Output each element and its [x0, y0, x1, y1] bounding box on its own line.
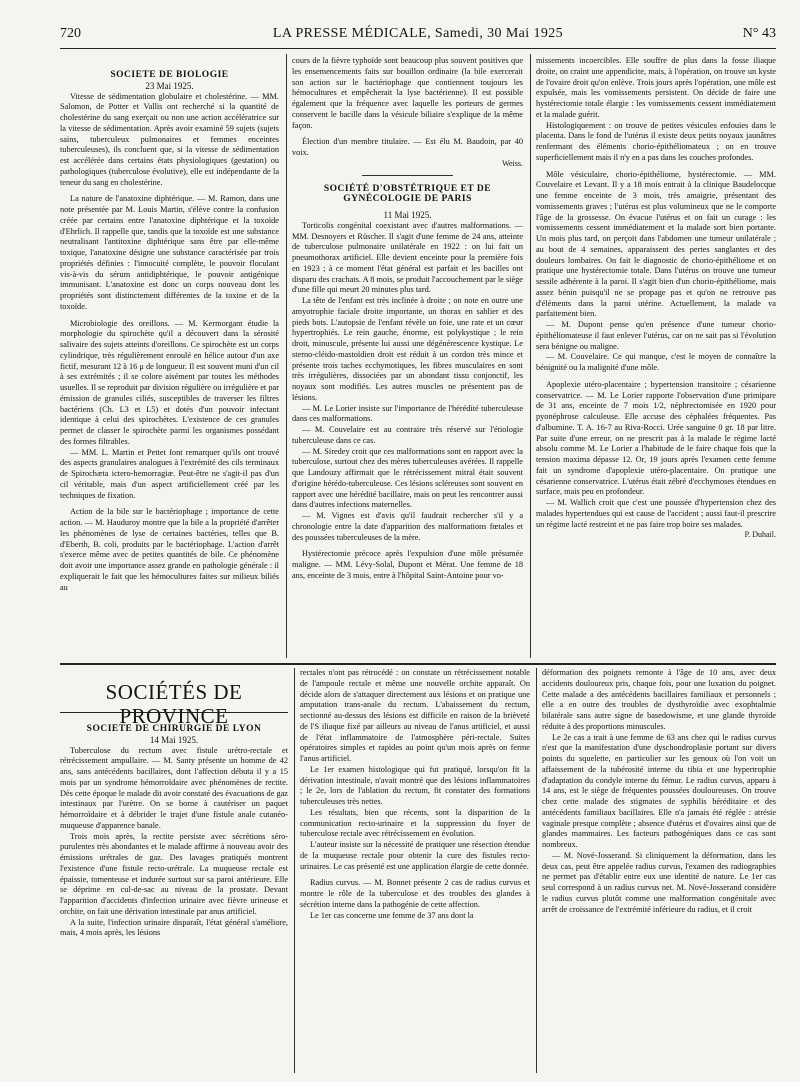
section-rule	[60, 663, 776, 665]
author-signature: Weiss.	[502, 158, 523, 168]
section-title: SOCIÉTÉ D'OBSTÉTRIQUE ET DE GYNÉCOLOGIE DE PARIS	[323, 183, 492, 205]
page-header	[60, 26, 776, 44]
paragraph: Torticolis congénital coexistant avec d'autres malformations. — MM. Desnoyers et Rüscher. Il s'agit d'une femme de 24 ans, atteinte de tuberculose pulmonaire unilatérale en 1922 : on lui fait un pneumothorax artificiel. Elle devient enceinte pour la première fois en 1923 ; à ce moment l'état général est parfait et les bacilles ont disparu des crachats. A 8 mois, se produit l'accouchement par le siège d'une fille qui meurt 20 minutes plus tard.	[292, 220, 523, 295]
section-title: SOCIÉTÉ DE CHIRURGIE DE LYON	[86, 724, 262, 734]
paragraph: Action de la bile sur le bactériophage ; importance de cette action. — M. Hauduroy montre que la bile a la propriété d'arrêter les phénomènes de lyse de certaines bactéries, telles que B. d'Eberth, B. coli, produits par le bactériophage. L'action d'arrêt s'exerce même avec de petites quantités de bile. Ce phénomène doit avoir une importance assez grande en pathologie générale : il expliquerait le fait que les hémocultures faites sur milieux biliés au	[60, 507, 279, 592]
paragraph: — M. Couvelaire est au contraire très réservé sur l'étiologie tuberculeuse dans ce cas.	[292, 425, 523, 445]
paragraph: — M. Couvelaire. Ce qui manque, c'est le moyen de connaître la bénignité ou la malignité d'une môle.	[536, 352, 776, 372]
paragraph: La tête de l'enfant est très inclinée à droite ; on note en outre une amyotrophie faciale droite importante, un thorax en sablier et des pieds bots. L'autopsie de l'enfant révèle un foie, une rate et un cœur hypertrophiés. Le rein gauche, énorme, est polykystique ; le rein droit, minuscule, présente lui aussi une dégénérescence kystique. Le sterno-cléido-mastoïdien droit est réduit à un cordon très mince et présente trois taches ecchymotiques, les fibres musculaires en sont très irrégulières, dissociées par un abondant tissu conjonctif, les noyaux sont modifiés. Les autres muscles ne présentent pas de lésions.	[292, 296, 523, 402]
column-divider	[536, 668, 537, 1073]
column-divider	[530, 54, 531, 658]
section-title: SOCIÉTÉ DE BIOLOGIE	[110, 70, 229, 80]
issue-number: N° 43	[742, 26, 776, 41]
article-column-4	[60, 724, 288, 1074]
paragraph: — M. Wallich croit que c'est une poussée d'hypertension chez des malades hypertendues qui est cause de l'accident ; aussi faut-il prescrire un régime lacté restreint et ne pas faire trop boire ses malades.	[536, 498, 776, 529]
column-divider	[294, 668, 295, 1073]
paragraph: Le 1er cas concerne une femme de 37 ans dont la	[310, 910, 474, 920]
article-column-1	[60, 70, 279, 658]
paragraph: Trois mois après, la rectite persiste avec sécrétions séro-purulentes très abondantes et le malade affirme à nouveau avoir des émissions urétrales de gaz. Des lavages pratiqués montrent l'existence d'une fistule recto-urétrale. La muqueuse rectale est épaissie, tomenteuse et indurée surtout sur sa paroi antérieure. Elle se déprime en cul-de-sac au niveau de la prostate. Devant l'apparition d'accidents d'infection urinaire avec fièvre urineuse et orchite, on fait une dérivation intestinale par anus artificiel.	[60, 831, 288, 916]
paragraph: Môle vésiculaire, chorio-épithéliome, hystérectomie. — MM. Couvelaire et Levant. Il y a 18 mois entrait à la clinique Baudelocque une femme enceinte de 3 mois, très amaigrie, présentant des vomissements graves ; l'utérus est plus volumineux que ne le comporte l'âge de la grossesse. On évacue l'utérus et on fait un curage : les vomissements cessent immédiatement et la malade sort bien portante. Un mois plus tard, on perçoit dans l'abdomen une tumeur unilatérale ; au bout de 4 semaines, apparaissent des pertes sanglantes et des douleurs lombaires. On fait le diagnostic de chorio-épithéliome et on pratique une hystérectomie totale. Dans l'utérus on trouve une tumeur sessile adhérente à la paroi. Il s'agit bien d'un chorio-épithéliome, mais assez bénin puisqu'il ne se propage pas et qu'on ne retrouve pas d'éléments dans la paroi utérine. Actuellement, la malade va parfaitement bien.	[536, 169, 776, 319]
paragraph: — M. Siredey croit que ces malformations sont en rapport avec la tuberculose, surtout chez des mères tuberculeuses avérées. Il rappelle que Landouzy affirmait que le rétrécissement mitral était souvent d'origine hérédo-tuberculeuse. Ces lésions scléreuses sont souvent en rapport avec une hérédité bacillaire, mais on peut les rencontrer aussi dans d'autres infections maternelles.	[292, 446, 523, 510]
session-date: 23 Mai 1925.	[145, 80, 194, 91]
paragraph: Apoplexie utéro-placentaire ; hypertension transitoire ; césarienne conservatrice. — M. Le Lorier rapporte l'observation d'une primipare de 31 ans, enceinte de 7 mois 1/2, néphrectomisée en 1920 pour pyonéphrose calculeuse. Elle accuse des céphalées fréquentes. Pas d'albumine. T. A. 16-7 au Riva-Rocci. Urée sanguine 0 gr. 18 par litre. Par suite d'une erreur, on ne prescrit pas à la malade le régime lacté absolu comme M. Le Lorier a l'habitude de le faire chaque fois que la tension maxima dépasse 12. Or, 19 jours après l'examen cette femme fait un syndrome d'apoplexie utéro-placentaire. On pratique une césarienne conservatrice. L'utérus était zébré d'ecchymoses étendues en surface, mais peu en profondeur.	[536, 379, 776, 497]
paragraph: déformation des poignets remonte à l'âge de 10 ans, avec deux accidents douloureux pris, chaque fois, pour une luxation du poignet. Cette malade a des antécédents bacillaires familiaux et personnels ; elle a en outre des troubles de dysthyroïdie avec exophtalmie bilatérale sans autre signe de basedowisme, et une glande thyroïde réduite à des proportions minuscules.	[542, 668, 776, 731]
paragraph: — M. Vignes est d'avis qu'il faudrait rechercher s'il y a chronologie entre la date d'apparition des malformations fœtales et des poussées tuberculeuses de la mère.	[292, 511, 523, 542]
article-column-5	[300, 668, 530, 1074]
section-heading: SOCIÉTÉS DE PROVINCE	[105, 680, 243, 728]
paragraph: A la suite, l'infection urinaire disparaît, l'état général s'améliore, mais, 4 mois après, les lésions	[60, 917, 288, 938]
paragraph: — M. Dupont pense qu'en présence d'une tumeur chorio-épithéliomateuse il faut enlever l'utérus, car on ne sait pas si l'évolution sera bénigne ou maligne.	[536, 320, 776, 351]
article-column-3	[536, 56, 776, 658]
session-date: 14 Mai 1925.	[149, 734, 199, 745]
paragraph: Microbiologie des oreillons. — M. Kermorgant étudie la morphologie du spirochète qu'il a découvert dans la sérosité salivaire des sujets atteints d'oreillons. Ce spirochète est un corps cylindrique, très régulièrement enroulé en hélice autour d'un axe fictif, mesurant 12 à 16 μ de longueur. Il est souvent muni d'un cil à ses extrémités ; il se colore aisément par toutes les méthodes usuelles. Il se reproduit par division régulière ou irrégulière et par émission de granules ciliés, susceptibles de traverser les filtres bactériens (Ch. L3 et L5) et dotés d'un pouvoir infectant identique à celui des spirochètes. L'existence de ces granules permet de classer le spirochète parmi les organismes possédant des formes filtrables.	[60, 318, 279, 446]
article-column-6	[542, 668, 776, 1074]
paragraph: Radius curvus. — M. Bonnet présente 2 cas de radius curvus et montre le rôle de la tuberculose et des troubles des glandes à sécrétion interne dans la pathogénie de cette affection.	[300, 878, 530, 909]
paragraph: — M. Nové-Josserand. Si cliniquement la déformation, dans les deux cas, peut être appelée radius curvus, l'examen des radiographies ne permet pas d'établir entre eux une identité de nature. Le 1er cas seul correspond à un radius curvus net. M. Nové-Josserand considère le radius curvus plutôt comme une malformation congénitale avec arrêt de croissance de l'extrémité inférieure du radius, et il croit	[542, 850, 776, 914]
paragraph: Tuberculose du rectum avec fistule urétro-rectale et rétrécissement ampullaire. — M. Santy présente un homme de 42 ans, sans antécédents bacillaires, dont l'affection débuta il y a 15 mois par un syndrome hémorroïdaire avec phénomènes de rectite. Dès cette époque le malade dit avoir constaté des évacuations de gaz intestinaux par l'urètre. On se borne à cautériser un paquet hémorroïdaire et à débrider le trajet d'une fistule anale cutanéo-muqueuse d'apparence banale.	[60, 745, 288, 830]
paragraph: Histologiquement : on trouve de petites vésicules enfouies dans le placenta. Dans le fond de l'utérus il existe deux petits noyaux jaunâtres renfermant des éléments chorio-épithéliomateux ; on en trouve superficiellement mais il n'y en a pas dans les couches profondes.	[536, 120, 776, 162]
paragraph: — MM. L. Martin et Pettet font remarquer qu'ils ont trouvé des aspects granulaires analogues à l'extrémité des cils terminaux de Spirochæta ictero-hemorragiæ. Peut-être ne s'agit-il pas d'un cil véritable, mais d'un aspect artificiellement créé par les techniques de fixation.	[60, 447, 279, 500]
journal-title: LA PRESSE MÉDICALE, Samedi, 30 Mai 1925	[272, 26, 564, 41]
article-column-2	[292, 56, 523, 658]
paragraph: missements incoercibles. Elle souffre de plus dans la fosse iliaque droite, on craint une appendicite, mais, à l'opération, on trouve un kyste de l'ovaire droit qu'on enlève. Trois jours après l'opération, une môle est expulsée, mais les vomissements persistent. On décide de faire une hystérectomie totale élargie : les vomissements cessent immédiatement et la malade guérit.	[536, 56, 776, 119]
title-rule	[60, 712, 288, 713]
section-divider	[362, 175, 453, 176]
paragraph: Hystérectomie précoce après l'expulsion d'une môle présumée maligne. — MM. Lévy-Solal, Dupont et Mérat. Une femme de 18 ans, enceinte de 3 mois, entre à l'hôpital Saint-Antoine pour vo-	[292, 549, 523, 580]
paragraph: Le 1er examen histologique qui fut pratiqué, lorsqu'on fit la dérivation intestinale, n'avait montré que des lésions inflammatoires ; le 2e, lors de l'ablation du rectum, fit constater des formations tuberculeuses très nettes.	[300, 764, 530, 806]
paragraph: La nature de l'anatoxine diphtérique. — M. Ramon, dans une note présentée par M. Louis Martin, s'élève contre la confusion créée par certains entre l'anatoxine diphtérique et la toxoïde d'Ehrlich. Il rappelle que, tandis que la toxoïde est une substance neutralisant l'antitoxine diphtérique sans être par elle-même toxique, l'anatoxine désigne une substance caractérisée par trois propriétés définies : l'innocuité complète, le pouvoir floculant vis-à-vis du sérum antidiphtérique, le pouvoir antigénique immunisant. L'anatoxine est donc un corps nouveau dont les propriétés sont distinctement différentes de la toxine et de la toxoïde.	[60, 194, 279, 311]
paragraph: Le 2e cas a trait à une femme de 63 ans chez qui le radius curvus n'est que la manifestation d'une dyschondroplasie portant sur divers points du squelette, en particulier sur les genoux où l'on voit un affaissement de la tubérosité interne du tibia et une hypertrophie d'adaptation du condyle interne du fémur. Le radius curvus, apparu à 14 ans, est le siège de fréquentes poussées douloureuses. On trouve chez cette malade des stigmates de syphilis héréditaire et des antécédents familiaux bacillaires. Elle n'a jamais été réglée : atrésie vaginale presque complète ; absence d'utérus et d'ovaires ainsi que de glandes mammaires. Les facteurs pathogéniques dans ce cas sont nombreux.	[542, 732, 776, 849]
paragraph: — M. Le Lorier insiste sur l'importance de l'hérédité tuberculeuse dans ces malformations.	[292, 403, 523, 424]
paragraph: Élection d'un membre titulaire. — Est élu M. Baudoin, par 40 voix.	[292, 137, 523, 157]
session-date: 11 Mai 1925.	[383, 210, 432, 220]
paragraph: Les résultats, bien que récents, sont la disparition de la communication recto-urinaire et la suppression du foyer de tuberculose rectale avec rétrécissement en évolution.	[300, 807, 530, 839]
paragraph: rectales n'ont pas rétrocédé : on constate un rétrécissement notable de l'ampoule rectale et même une nouvelle orchite apparaît. On décide alors de s'attaquer directement aux lésions et on pratique une amputation trans-anale du rectum. L'abaissement du rectum, sectionné au-dessus des lésions est difficile en raison de la brièveté de l'S iliaque fixé par ailleurs au niveau de l'anus artificiel, et aussi de l'état inflammatoire de l'atmosphère péri-rectale. Suites opératoires simples et rapides au point qu'un mois après on ferme l'anus artificiel.	[300, 668, 530, 763]
page-number: 720	[60, 26, 81, 41]
paragraph: cours de la fièvre typhoïde sont beaucoup plus souvent positives que les ensemencements faits sur bouillon ordinaire (la bile exercerait son action sur le bactériophage que contiennent toujours les hémocultures et empêcherait la lyse bactérienne). Il est possible également que la fréquence avec laquelle les porteurs de germes conservent le bacille dans la vésicule biliaire s'explique de la même façon.	[292, 56, 523, 130]
paragraph: Vitesse de sédimentation globulaire et cholestérine. — MM. Salomon, de Potter et Vallis ont recherché si la quantité de cholestérine du sang exerçait ou non une action accélératrice sur la vitesse de sédimentation. Après avoir examiné 59 sujets (sujets sains, tuberculeux pulmonaires et femmes enceintes tuberculeuses), ils concluent que, si la vitesse de sédimentation est accélérée dans certains états physiologiques (gestation) ou pathologiques (tuberculose évolutive), elle est indépendante de la teneur du sang en cholestérine.	[60, 91, 279, 187]
column-divider	[286, 54, 287, 658]
paragraph: L'auteur insiste sur la nécessité de pratiquer une résection étendue de la muqueuse rectale pour obtenir la cure des fistules recto-urinaires. Le cas présenté est une application élargie de cette donnée.	[300, 840, 530, 871]
author-signature: P. Duhail.	[744, 530, 776, 540]
header-rule	[60, 48, 776, 49]
